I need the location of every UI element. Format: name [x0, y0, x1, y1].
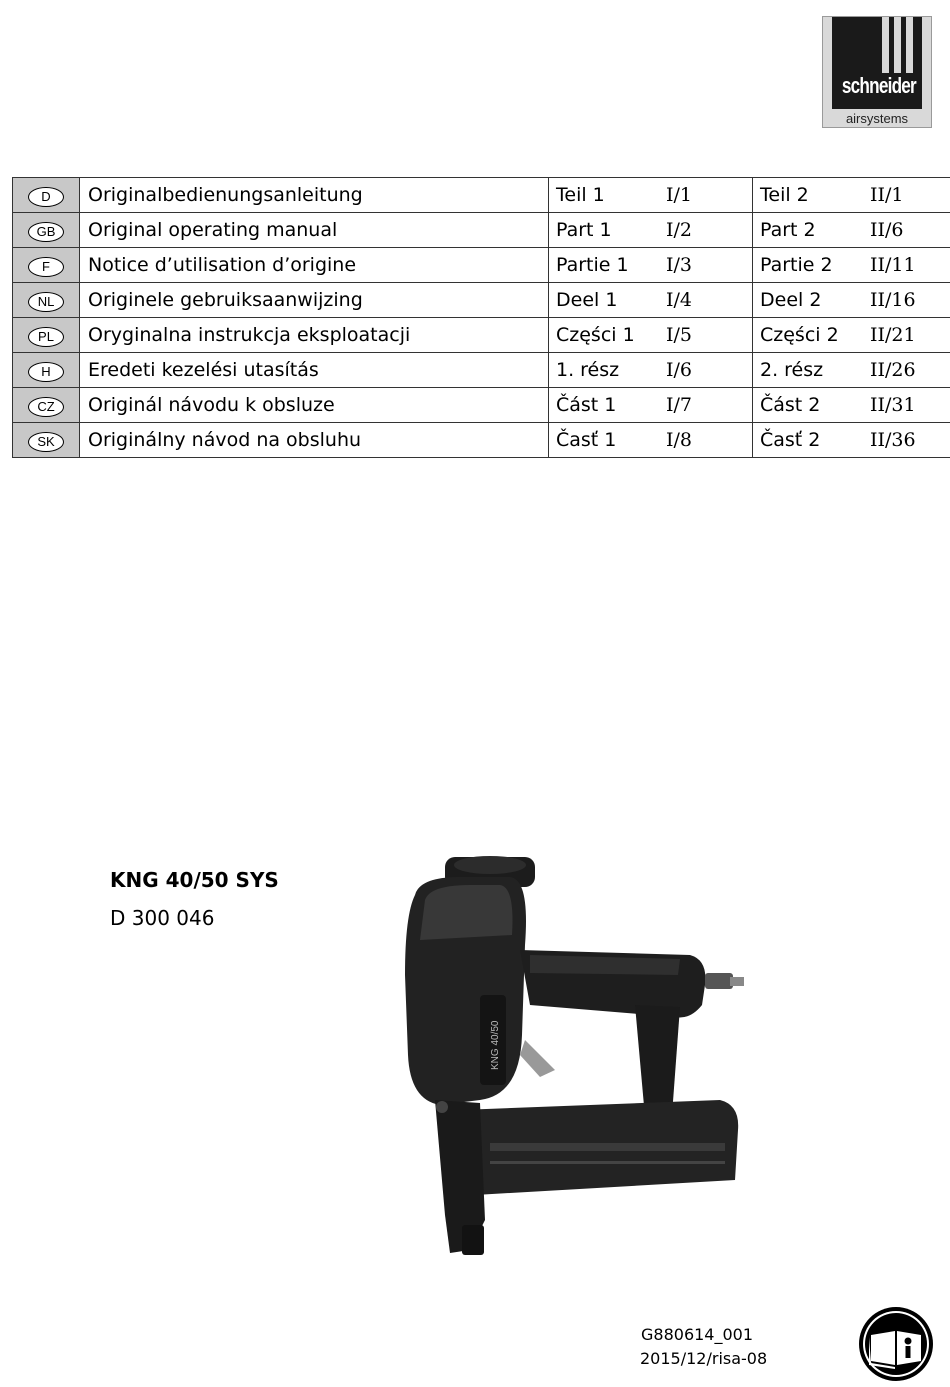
part2-page: II/11 — [870, 254, 916, 276]
part1-cell — [549, 423, 753, 458]
manual-title: Originalbedienungsanleitung — [80, 178, 549, 213]
part1-page: I/5 — [666, 324, 692, 346]
part1-cell — [549, 283, 753, 318]
part2-cell — [753, 318, 950, 353]
language-code: PL — [28, 327, 64, 347]
part2-label: Část 2 — [760, 394, 821, 416]
part1-page: I/4 — [666, 289, 692, 311]
part1-label: 1. rész — [556, 359, 620, 381]
language-code-cell — [13, 213, 80, 248]
manual-title: Oryginalna instrukcja eksploatacji — [80, 318, 549, 353]
language-table — [12, 177, 950, 458]
part1-page: I/7 — [666, 394, 692, 416]
language-row — [13, 353, 950, 388]
part2-label: Teil 2 — [760, 184, 809, 206]
language-row — [13, 248, 950, 283]
part2-page: II/21 — [870, 324, 916, 346]
language-code-cell — [13, 353, 80, 388]
language-code: GB — [28, 222, 64, 242]
part1-label: Części 1 — [556, 324, 635, 346]
part1-cell — [549, 388, 753, 423]
language-code-cell — [13, 388, 80, 423]
logo-subtitle: airsystems — [845, 111, 909, 126]
part2-page: II/6 — [870, 219, 904, 241]
language-row — [13, 318, 950, 353]
part2-cell — [753, 248, 950, 283]
part2-page: II/1 — [870, 184, 904, 206]
part2-page: II/36 — [870, 429, 916, 451]
part1-label: Deel 1 — [556, 289, 618, 311]
part1-cell — [549, 353, 753, 388]
part1-cell — [549, 248, 753, 283]
manual-title: Notice d’utilisation d’origine — [80, 248, 549, 283]
document-id: G880614_001 — [641, 1325, 754, 1344]
manual-title: Eredeti kezelési utasítás — [80, 353, 549, 388]
language-code-cell — [13, 318, 80, 353]
nailer-image — [390, 855, 750, 1265]
part2-page: II/16 — [870, 289, 916, 311]
language-code: NL — [28, 292, 64, 312]
language-code-cell — [13, 248, 80, 283]
part1-page: I/6 — [666, 359, 692, 381]
part2-label: Časť 2 — [760, 429, 821, 451]
part1-page: I/1 — [666, 184, 692, 206]
part2-cell — [753, 423, 950, 458]
manual-title: Originele gebruiksaanwijzing — [80, 283, 549, 318]
part2-page: II/31 — [870, 394, 916, 416]
part2-label: Deel 2 — [760, 289, 822, 311]
language-row — [13, 213, 950, 248]
part1-page: I/8 — [666, 429, 692, 451]
language-code-cell — [13, 178, 80, 213]
part2-label: Części 2 — [760, 324, 839, 346]
part1-page: I/2 — [666, 219, 692, 241]
part2-label: Partie 2 — [760, 254, 833, 276]
language-code: F — [28, 257, 64, 277]
language-row — [13, 178, 950, 213]
part1-label: Partie 1 — [556, 254, 629, 276]
part1-label: Časť 1 — [556, 429, 617, 451]
document-revision: 2015/12/risa-08 — [640, 1349, 768, 1368]
part1-cell — [549, 213, 753, 248]
language-code-cell — [13, 283, 80, 318]
manual-title: Original operating manual — [80, 213, 549, 248]
part1-label: Part 1 — [556, 219, 612, 241]
language-code: D — [28, 187, 64, 207]
part2-cell — [753, 353, 950, 388]
part2-cell — [753, 283, 950, 318]
document-id-block — [640, 1323, 767, 1371]
product-model: KNG 40/50 SYS — [110, 868, 279, 892]
manual-title: Originál návodu k obsluze — [80, 388, 549, 423]
part2-cell — [753, 213, 950, 248]
language-row — [13, 423, 950, 458]
part2-page: II/26 — [870, 359, 916, 381]
manual-title: Originálny návod na obsluhu — [80, 423, 549, 458]
product-code: D 300 046 — [110, 906, 215, 930]
read-manual-icon — [857, 1305, 935, 1383]
part1-label: Část 1 — [556, 394, 617, 416]
part1-cell — [549, 178, 753, 213]
part1-cell — [549, 318, 753, 353]
logo-brand: schneider — [841, 73, 916, 98]
language-row — [13, 283, 950, 318]
part1-label: Teil 1 — [556, 184, 605, 206]
tool-label: KNG 40/50 — [490, 1020, 501, 1070]
part2-cell — [753, 178, 950, 213]
language-code-cell — [13, 423, 80, 458]
schneider-logo — [822, 16, 932, 128]
part2-cell — [753, 388, 950, 423]
language-code: CZ — [28, 397, 64, 417]
part2-label: Part 2 — [760, 219, 816, 241]
language-code: SK — [28, 432, 64, 452]
part2-label: 2. rész — [760, 359, 824, 381]
language-code: H — [28, 362, 64, 382]
language-row — [13, 388, 950, 423]
part1-page: I/3 — [666, 254, 692, 276]
